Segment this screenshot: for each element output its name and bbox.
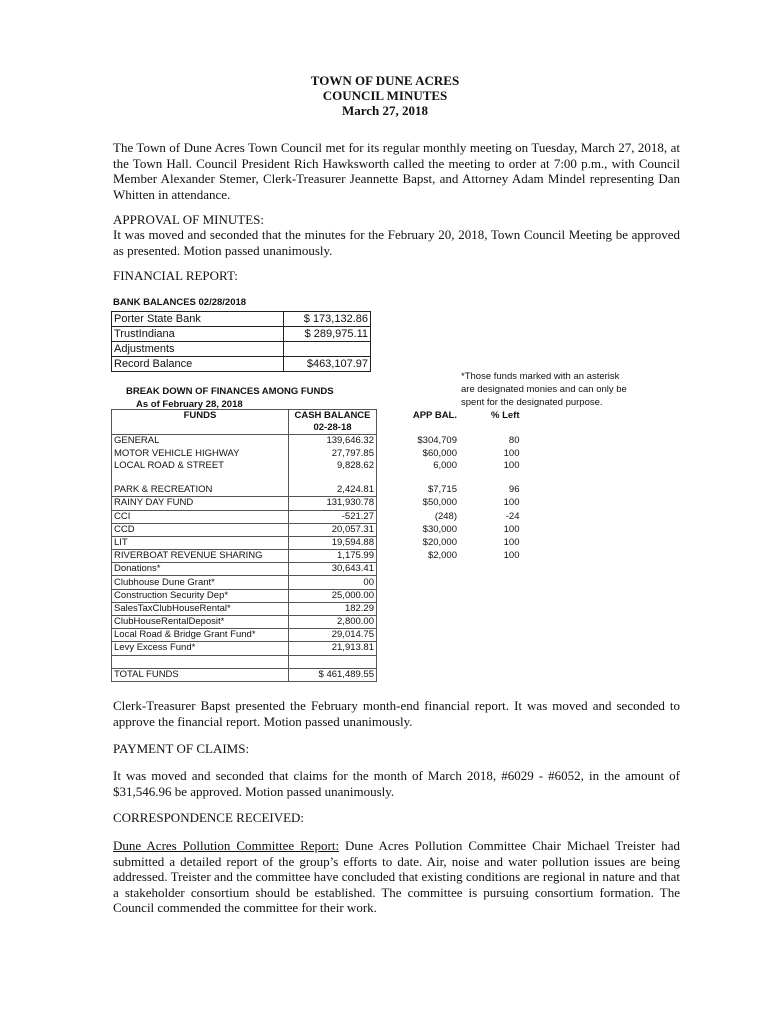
fund-name: RAINY DAY FUND: [112, 497, 289, 510]
fund-pct-left: [460, 576, 522, 589]
correspondence-paragraph: [113, 838, 680, 916]
fund-cash-balance: 19,594.88: [289, 536, 377, 549]
fund-pct-left: 100: [503, 447, 520, 459]
app-bal-column-header: APP BAL.: [412, 409, 457, 421]
intro-paragraph: The Town of Dune Acres Town Council met for its regular monthly meeting on Tuesday, March 27, 2018, at the Town Hall. Council President Rich Hawksworth called the meeting to order at 7:00 p.m., with Council Member Alexander Stemer, Clerk-Treasurer Jeannette Bapst, and Attorney Adam Mindel representing Dan Whitten in attendance.: [113, 140, 680, 202]
funds-header-date-row: [112, 422, 522, 435]
fund-pct-left: [460, 589, 522, 602]
fund-pct-left: [460, 629, 522, 642]
pollution-committee-subheading: Dune Acres Pollution Committee Report:: [113, 838, 340, 853]
fund-app-balance: 6,000: [433, 459, 457, 471]
fund-row: [112, 576, 522, 589]
fund-row: [112, 448, 522, 460]
fund-name: LOCAL ROAD & STREET: [112, 460, 289, 472]
bank-row-name: Adjustments: [112, 342, 284, 357]
fund-cash-balance: 1,175.99: [289, 550, 377, 563]
fund-cash-balance: 131,930.78: [289, 497, 377, 510]
bank-row-name: Porter State Bank: [112, 312, 284, 327]
fund-app-balance: (248): [434, 510, 457, 522]
fund-app-balance: $7,715: [427, 484, 457, 496]
bank-row-name: TrustIndiana: [112, 327, 284, 342]
fund-row: [112, 550, 522, 563]
title-line-date: March 27, 2018: [341, 103, 429, 118]
fund-row: [112, 460, 522, 472]
title-line-minutes: COUNCIL MINUTES: [322, 88, 448, 103]
fund-app-balance: [377, 602, 460, 615]
fund-pct-left: 96: [508, 484, 520, 496]
fund-row: [112, 523, 522, 536]
asterisk-note: [461, 370, 627, 409]
fund-pct-left: 100: [503, 536, 520, 548]
fund-row: [112, 510, 522, 523]
fund-row: [112, 563, 522, 576]
asterisk-note-line: spent for the designated purpose.: [461, 397, 603, 408]
fund-name: Levy Excess Fund*: [112, 642, 289, 655]
breakdown-title-date: As of February 28, 2018: [136, 399, 243, 410]
bank-row: [112, 342, 371, 357]
fund-pct-left: [460, 642, 522, 655]
pollution-committee-text: Dune Acres Pollution Committee Chair Michael Treister had submitted a detailed report of the group’s efforts to date. Air, noise and water pollution issues are being addressed. Treister and the committee have concluded that existing conditions are regional in nature and that a stakeholder consortium should be established. The committee is pursuing consortium formation. The Council commended the committee for their work.: [113, 838, 680, 916]
fund-name: CCI: [112, 510, 289, 523]
fund-row: [112, 435, 522, 448]
bank-row: [112, 357, 371, 372]
fund-cash-balance: 25,000.00: [289, 589, 377, 602]
fund-name: Donations*: [112, 563, 289, 576]
claims-paragraph: It was moved and seconded that claims for the month of March 2018, #6029 - #6052, in the amount of $31,546.96 be approved. Motion passed unanimously.: [113, 768, 680, 799]
fund-app-balance: [377, 589, 460, 602]
fund-name: GENERAL: [112, 435, 289, 448]
fund-app-balance: $20,000: [422, 536, 457, 548]
fund-app-balance: [377, 563, 460, 576]
bank-balances-table: [111, 311, 371, 372]
fund-cash-balance: 2,800.00: [289, 616, 377, 629]
bank-row: [112, 312, 371, 327]
fund-row: [112, 497, 522, 510]
fund-name: MOTOR VEHICLE HIGHWAY: [112, 448, 289, 460]
fund-cash-balance: 00: [289, 576, 377, 589]
fund-pct-left: -24: [505, 510, 520, 522]
fund-name: LIT: [112, 536, 289, 549]
total-funds-value: $ 461,489.55: [289, 668, 377, 681]
fund-pct-left: 80: [508, 435, 520, 447]
funds-column-header: FUNDS: [112, 410, 289, 423]
fund-pct-left: 100: [503, 523, 520, 535]
fund-app-balance: $30,000: [422, 523, 457, 535]
cash-column-header: CASH BALANCE: [289, 410, 377, 423]
fund-name: ClubHouseRentalDeposit*: [112, 616, 289, 629]
fund-cash-balance: 182.29: [289, 602, 377, 615]
asterisk-note-line: *Those funds marked with an asterisk: [461, 371, 620, 382]
fund-cash-balance: 139,646.32: [289, 435, 377, 448]
cash-column-date: 02-28-18: [289, 422, 377, 435]
correspondence-heading: CORRESPONDENCE RECEIVED:: [113, 810, 305, 825]
blank-row: [112, 472, 522, 484]
bank-balances-label: BANK BALANCES 02/28/2018: [113, 297, 247, 308]
fund-row: [112, 602, 522, 615]
fund-pct-left: 100: [503, 497, 520, 509]
bank-row-value: [284, 342, 371, 357]
blank-row: [112, 655, 522, 668]
document-title: [0, 73, 770, 118]
fund-cash-balance: 9,828.62: [289, 460, 377, 472]
fund-name: CCD: [112, 523, 289, 536]
fund-name: Construction Security Dep*: [112, 589, 289, 602]
fund-row: [112, 484, 522, 497]
bank-row: [112, 327, 371, 342]
fund-cash-balance: 29,014.75: [289, 629, 377, 642]
fund-pct-left: [460, 563, 522, 576]
fund-pct-left: [460, 616, 522, 629]
fund-cash-balance: 2,424.81: [289, 484, 377, 497]
fund-cash-balance: 27,797.85: [289, 448, 377, 460]
bank-row-value: $463,107.97: [284, 357, 371, 372]
fund-row: [112, 642, 522, 655]
total-funds-label: TOTAL FUNDS: [112, 668, 289, 681]
fund-name: PARK & RECREATION: [112, 484, 289, 497]
fund-pct-left: 100: [503, 459, 520, 471]
financial-heading: FINANCIAL REPORT:: [113, 268, 238, 283]
fund-row: [112, 536, 522, 549]
fund-name: Clubhouse Dune Grant*: [112, 576, 289, 589]
fund-pct-left: [460, 602, 522, 615]
fund-app-balance: [377, 576, 460, 589]
fund-row: [112, 589, 522, 602]
funds-table: [111, 409, 522, 682]
fund-app-balance: $2,000: [427, 550, 457, 562]
financial-paragraph: Clerk-Treasurer Bapst presented the February month-end financial report. It was moved and seconded to approve the financial report. Motion passed unanimously.: [113, 698, 680, 729]
fund-cash-balance: 30,643.41: [289, 563, 377, 576]
fund-row: [112, 629, 522, 642]
fund-name: RIVERBOAT REVENUE SHARING: [112, 550, 289, 563]
pct-left-column-header: % Left: [491, 409, 520, 421]
breakdown-title-line: BREAK DOWN OF FINANCES AMONG FUNDS: [126, 386, 334, 397]
fund-name: Local Road & Bridge Grant Fund*: [112, 629, 289, 642]
bank-row-value: $ 289,975.11: [284, 327, 371, 342]
bank-row-value: $ 173,132.86: [284, 312, 371, 327]
fund-app-balance: $50,000: [422, 497, 457, 509]
fund-pct-left: 100: [503, 550, 520, 562]
fund-app-balance: $304,709: [417, 435, 457, 447]
approval-heading: APPROVAL OF MINUTES:: [113, 212, 264, 227]
fund-app-balance: $60,000: [422, 447, 457, 459]
fund-name: SalesTaxClubHouseRental*: [112, 602, 289, 615]
fund-cash-balance: -521.27: [289, 510, 377, 523]
asterisk-note-line: are designated monies and can only be: [461, 384, 627, 395]
title-line-town: TOWN OF DUNE ACRES: [310, 73, 460, 88]
claims-heading: PAYMENT OF CLAIMS:: [113, 741, 250, 756]
fund-app-balance: [377, 642, 460, 655]
fund-app-balance: [377, 616, 460, 629]
fund-cash-balance: 21,913.81: [289, 642, 377, 655]
approval-paragraph: It was moved and seconded that the minutes for the February 20, 2018, Town Council Meeting be approved as presented. Motion passed unanimously.: [113, 227, 680, 258]
bank-row-name: Record Balance: [112, 357, 284, 372]
funds-header-row: [112, 410, 522, 423]
total-funds-row: [112, 668, 522, 681]
fund-app-balance: [377, 629, 460, 642]
breakdown-title: [113, 385, 375, 411]
fund-cash-balance: 20,057.31: [289, 523, 377, 536]
fund-row: [112, 616, 522, 629]
